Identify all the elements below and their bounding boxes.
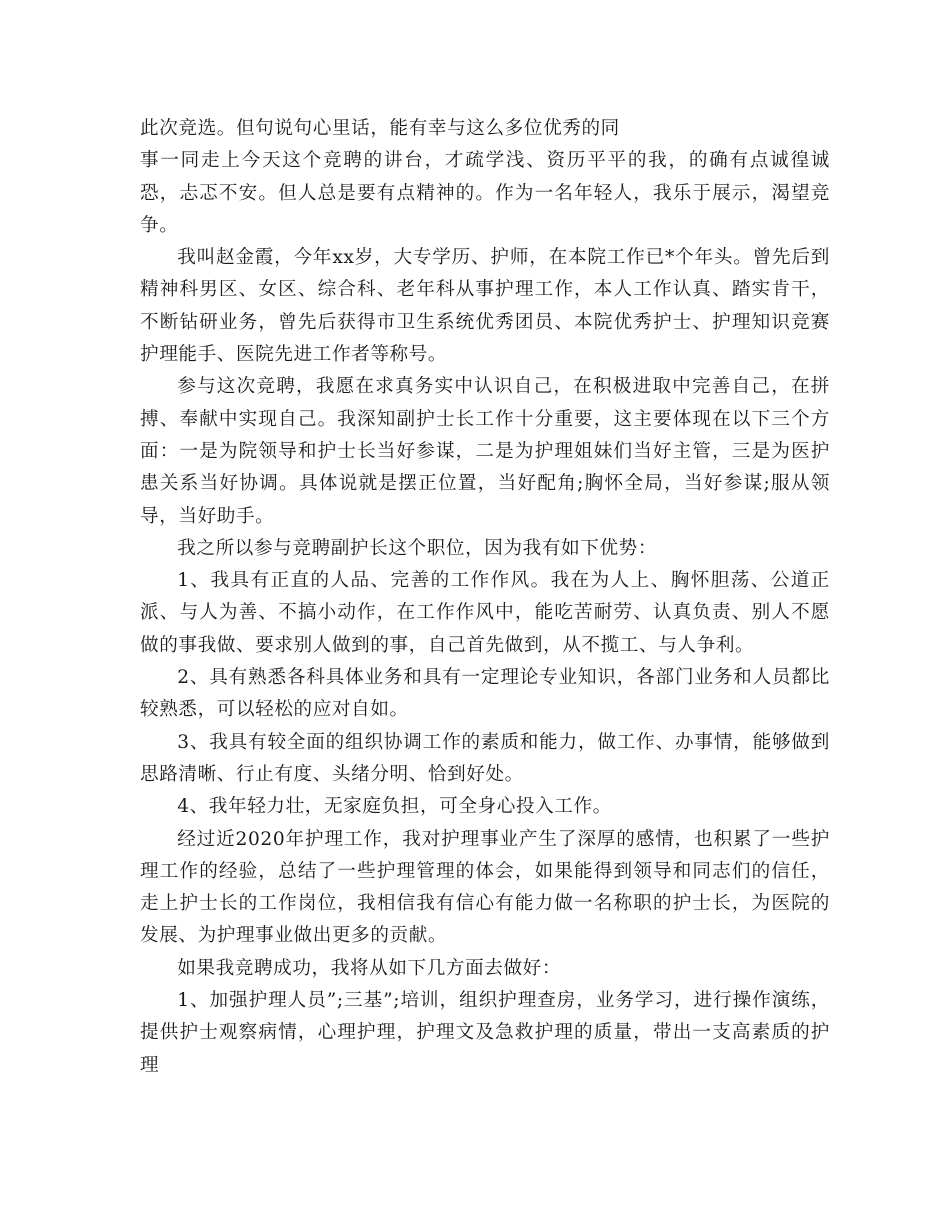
paragraph-motivation: 参与这次竞聘，我愿在求真务实中认识自己，在积极进取中完善自己，在拼搏、奉献中实现自己。我深知副护士长工作十分重要，这主要体现在以下三个方面：一是为院领导和护士长当好参谋，二是为护理姐妹们当好主管，三是为医护患关系当好协调。具体说就是摆正位置，当好配角;胸怀全局，当好参谋;服从领导，当好助手。 [140, 376, 830, 527]
document-body [140, 113, 830, 1082]
paragraph-experience: 经过近2020年护理工作，我对护理事业产生了深厚的感情，也积累了一些护理工作的经验，总结了一些护理管理的体会，如果能得到领导和同志们的信任，走上护士长的工作岗位，我相信我有信心有能力做一名称职的护士长，为医院的发展、为护理事业做出更多的贡献。 [140, 828, 830, 947]
paragraph-advantage-4: 4、我年轻力壮，无家庭负担，可全身心投入工作。 [177, 796, 612, 818]
paragraph-advantage-3: 3、我具有较全面的组织协调工作的素质和能力，做工作、办事情，能够做到思路清晰、行止有度、头绪分明、恰到好处。 [140, 731, 830, 785]
paragraph-intro: 事一同走上今天这个竞聘的讲台，才疏学浅、资历平平的我，的确有点诚徨诚恐，忐忑不安。但人总是要有点精神的。作为一名年轻人，我乐于展示，渴望竞争。 [140, 150, 830, 236]
paragraph-advantages-heading: 我之所以参与竞聘副护长这个职位，因为我有如下优势： [177, 537, 658, 559]
paragraph-advantage-1: 1、我具有正直的人品、完善的工作作风。我在为人上、胸怀胆荡、公道正派、与人为善、不搞小动作，在工作作风中，能吃苦耐劳、认真负责、别人不愿做的事我做、要求别人做到的事，自己首先做到，从不揽工、与人争利。 [140, 570, 830, 656]
paragraph-advantage-2: 2、具有熟悉各科具体业务和具有一定理论专业知识，各部门业务和人员都比较熟悉，可以轻松的应对自如。 [140, 667, 830, 721]
paragraph-plan-1: 1、加强护理人员”;三基”;培训，组织护理查房，业务学习，进行操作演练，提供护士观察病情，心理护理，护理文及急救护理的质量，带出一支高素质的护理 [140, 990, 830, 1076]
paragraph-self-introduction: 我叫赵金霞，今年xx岁，大专学历、护师，在本院工作已*个年头。曾先后到精神科男区、女区、综合科、老年科从事护理工作，本人工作认真、踏实肯干，不断钻研业务，曾先后获得市卫生系统优秀团员、本院优秀护士、护理知识竞赛护理能手、医院先进工作者等称号。 [140, 247, 830, 366]
paragraph-continuation: 此次竞选。但句说句心里话，能有幸与这么多位优秀的同 [140, 118, 620, 139]
paragraph-plan-heading: 如果我竞聘成功，我将从如下几方面去做好： [177, 957, 562, 979]
